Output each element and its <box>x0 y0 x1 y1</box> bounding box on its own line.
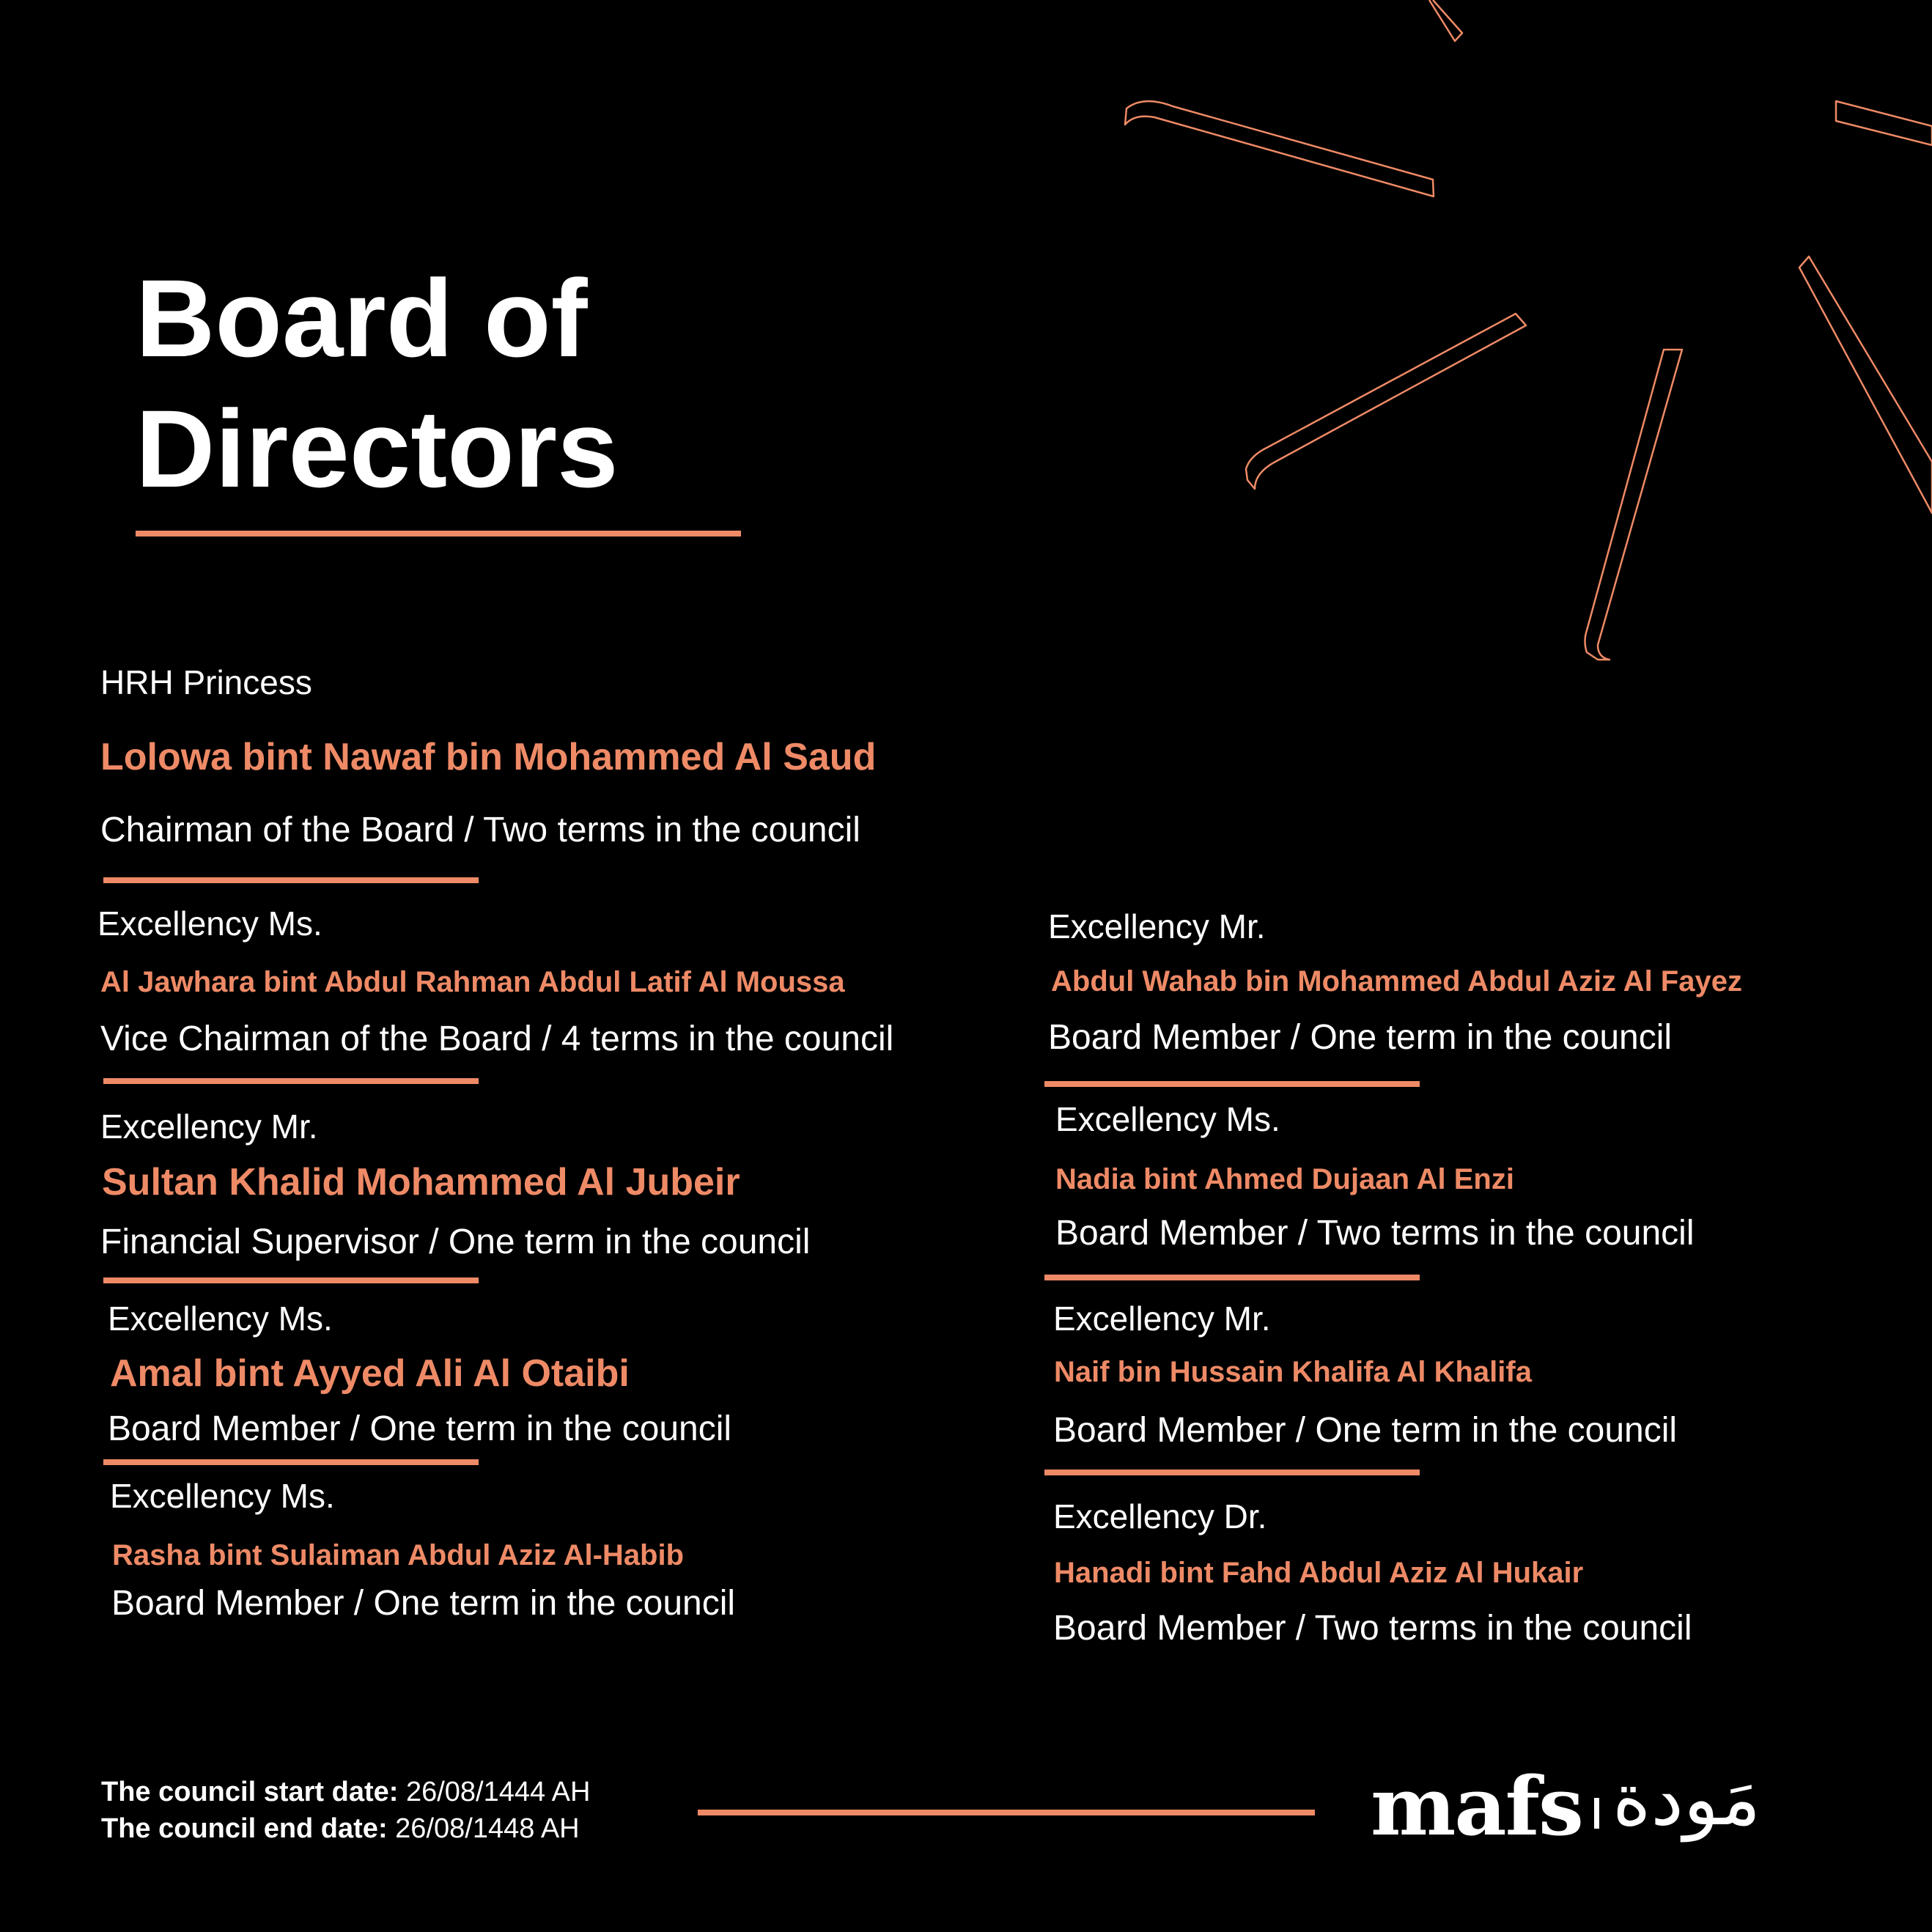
member-honorific: Excellency Ms. <box>97 904 322 943</box>
member-role: Board Member / One term in the council <box>1048 1018 1673 1057</box>
council-start-label: The council start date: <box>101 1777 399 1807</box>
member-name: Amal bint Ayyed Ali Al Otaibi <box>110 1352 630 1395</box>
member-divider <box>103 1277 479 1283</box>
logo-wordmark-arabic: مَودة <box>1612 1756 1761 1842</box>
member-role: Board Member / One term in the council <box>1053 1411 1678 1450</box>
member-divider <box>1044 1470 1420 1475</box>
council-end-date: 26/08/1448 AH <box>395 1813 580 1844</box>
member-name: Nadia bint Ahmed Dujaan Al Enzi <box>1055 1163 1514 1195</box>
title-line-2: Directors <box>136 387 619 510</box>
title-line-1: Board of <box>136 257 588 380</box>
council-end-row <box>101 1810 590 1847</box>
member-role: Financial Supervisor / One term in the council <box>100 1223 811 1261</box>
logo-separator <box>1594 1798 1599 1829</box>
member-divider <box>1044 1081 1420 1087</box>
member-divider <box>103 877 479 883</box>
member-honorific: Excellency Ms. <box>108 1299 333 1338</box>
logo-wordmark-latin: mafs <box>1371 1759 1582 1854</box>
member-name: Al Jawhara bint Abdul Rahman Abdul Latif Al Moussa <box>100 966 845 998</box>
council-start-row <box>101 1774 590 1810</box>
page-title <box>136 253 619 514</box>
council-dates <box>101 1774 590 1847</box>
member-divider <box>1044 1275 1420 1280</box>
council-end-label: The council end date: <box>101 1813 388 1844</box>
title-underline <box>136 531 741 537</box>
member-honorific: Excellency Ms. <box>110 1477 335 1515</box>
member-name: Naif bin Hussain Khalifa Al Khalifa <box>1054 1356 1532 1388</box>
member-honorific: HRH Princess <box>100 663 312 701</box>
member-honorific: Excellency Mr. <box>1053 1299 1271 1338</box>
member-role: Vice Chairman of the Board / 4 terms in the council <box>100 1020 894 1058</box>
member-honorific: Excellency Ms. <box>1055 1100 1280 1138</box>
member-role: Board Member / Two terms in the council <box>1055 1214 1695 1253</box>
member-name: Abdul Wahab bin Mohammed Abdul Aziz Al Fayez <box>1051 965 1742 998</box>
member-divider <box>103 1459 479 1465</box>
member-name: Hanadi bint Fahd Abdul Aziz Al Hukair <box>1054 1557 1584 1589</box>
footer-divider <box>698 1810 1315 1815</box>
member-name: Sultan Khalid Mohammed Al Jubeir <box>102 1161 740 1203</box>
member-role: Board Member / One term in the council <box>108 1409 732 1448</box>
member-divider <box>103 1078 479 1084</box>
member-name: Rasha bint Sulaiman Abdul Aziz Al-Habib <box>112 1539 685 1571</box>
mafs-logo <box>1371 1755 1818 1858</box>
member-name: Lolowa bint Nawaf bin Mohammed Al Saud <box>100 736 877 778</box>
member-honorific: Excellency Dr. <box>1053 1497 1267 1535</box>
member-role: Board Member / Two terms in the council <box>1053 1609 1692 1648</box>
council-start-date: 26/08/1444 AH <box>405 1777 591 1807</box>
member-role: Chairman of the Board / Two terms in the council <box>100 811 860 849</box>
member-honorific: Excellency Mr. <box>1048 907 1266 945</box>
member-role: Board Member / One term in the council <box>111 1584 736 1623</box>
member-honorific: Excellency Mr. <box>100 1107 318 1146</box>
